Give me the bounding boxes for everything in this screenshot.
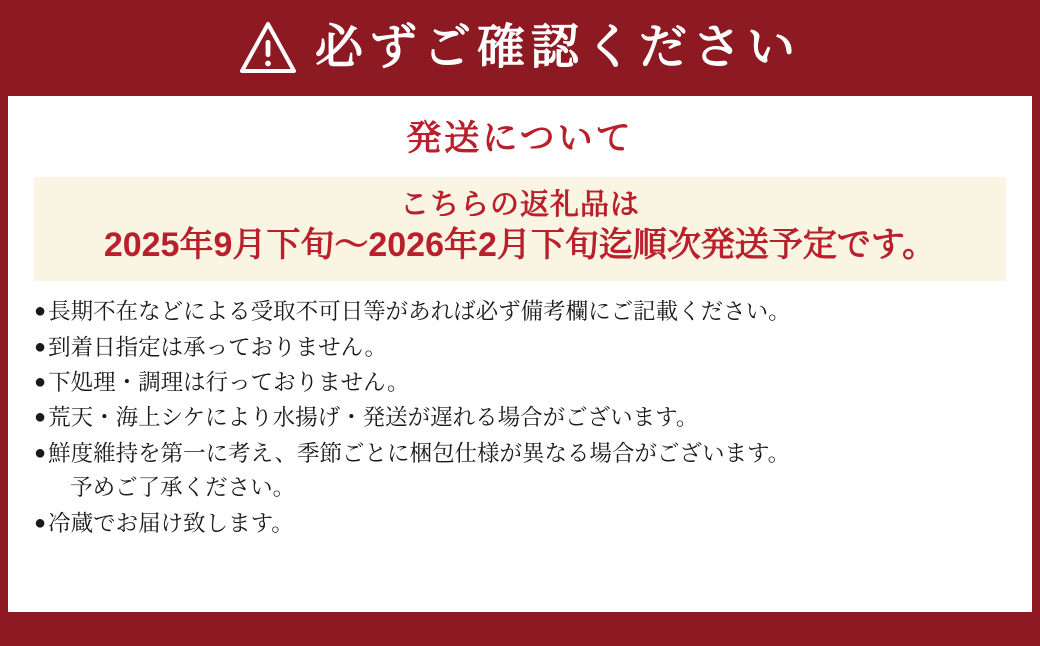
poster-header: [0, 0, 1040, 96]
bullet-icon: ●: [34, 511, 47, 534]
highlight-line-2: 2025年9月下旬～2026年2月下旬迄順次発送予定です。: [103, 225, 937, 264]
note-text: 冷蔵でお届け致します。: [48, 510, 294, 536]
note-text: 下処理・調理は行っておりません。: [48, 369, 410, 395]
bullet-icon: ●: [34, 441, 47, 464]
note-text: 荒天・海上シケにより水揚げ・発送が遅れる場合がございます。: [48, 405, 699, 431]
list-item: [34, 366, 1006, 400]
note-text: [48, 437, 1006, 506]
section-title: 発送について: [406, 119, 634, 158]
shipping-period-highlight: [34, 177, 1006, 282]
notes-list: [34, 295, 1006, 541]
list-item: [34, 401, 1006, 435]
note-text: 到着日指定は承っておりません。: [48, 334, 387, 360]
warning-triangle-icon: [239, 21, 297, 75]
bullet-icon: ●: [34, 300, 47, 323]
note-text-continuation: 予めご了承ください。: [70, 475, 296, 501]
note-text: 長期不在などによる受取不可日等があれば必ず備考欄にご記載ください。: [48, 299, 791, 325]
list-item: [34, 331, 1006, 365]
list-item: [34, 295, 1006, 329]
poster-title: 必ずご確認ください: [314, 21, 801, 74]
note-text-main: 鮮度維持を第一に考え、季節ごとに梱包仕様が異なる場合がございます。: [48, 440, 791, 466]
notice-card: [8, 96, 1032, 612]
bullet-icon: ●: [34, 406, 47, 429]
list-item: [34, 437, 1006, 506]
bullet-icon: ●: [34, 335, 47, 358]
highlight-line-1: こちらの返礼品は: [399, 188, 640, 221]
bullet-icon: ●: [34, 370, 47, 393]
list-item: [34, 507, 1006, 541]
